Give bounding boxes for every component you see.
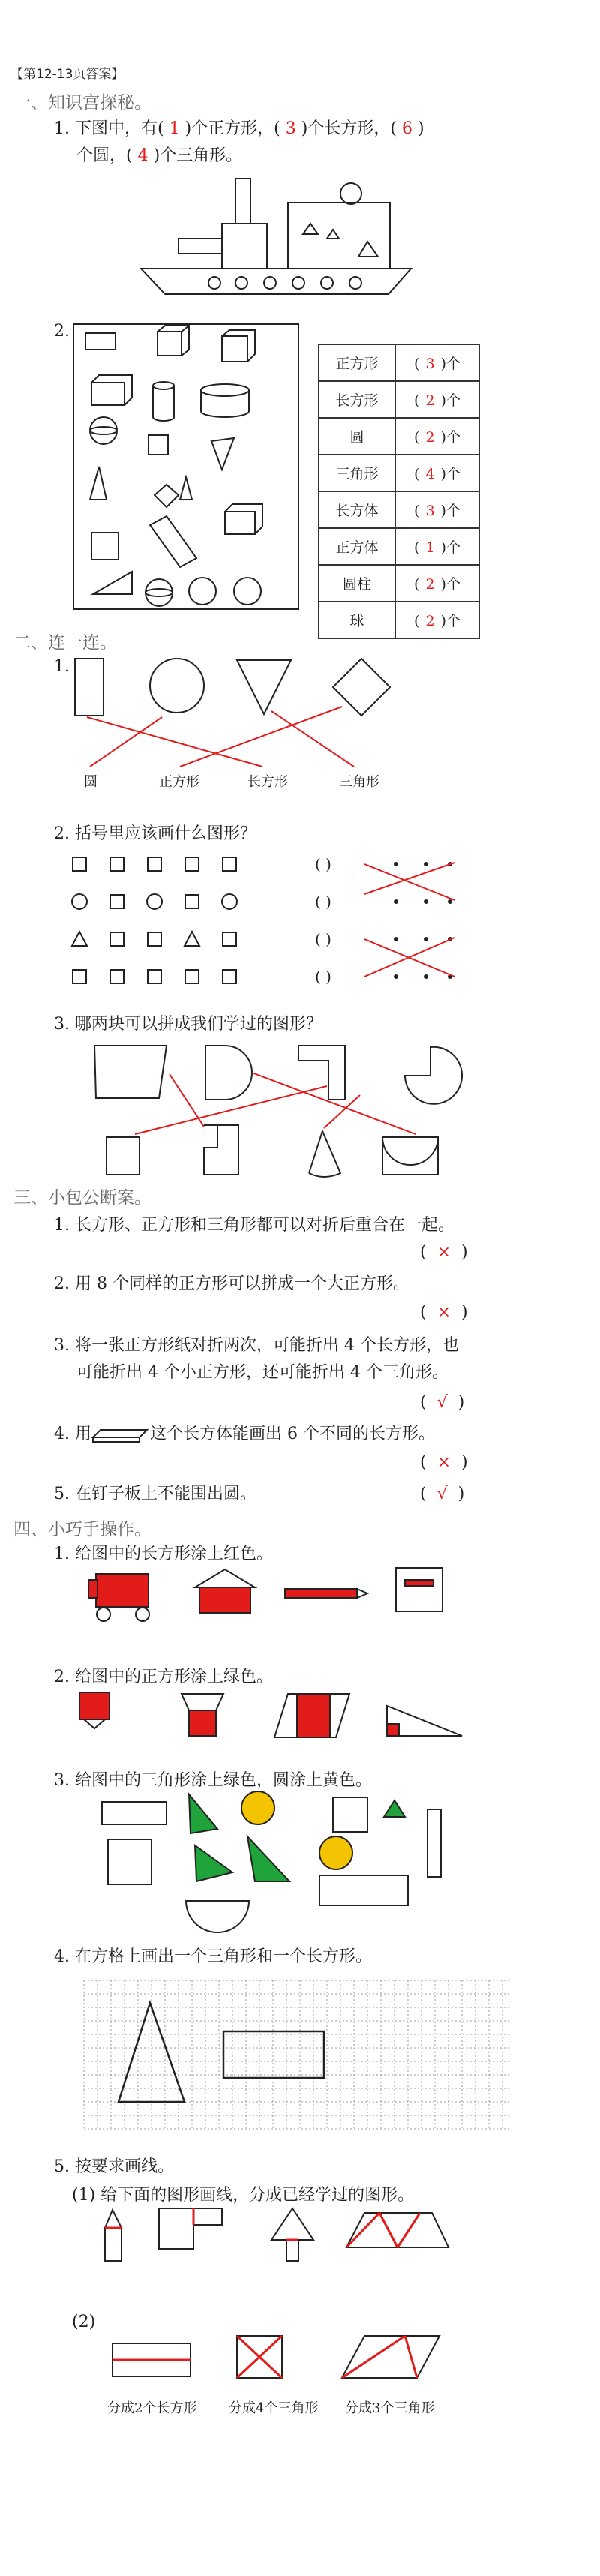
paren-close: )个: [440, 356, 460, 372]
table-shape-name: 长方形: [319, 381, 395, 418]
dot: [424, 900, 428, 903]
deck-rectangle: [178, 239, 222, 254]
dot: [394, 863, 398, 866]
q3-5-answer: ( √ ): [420, 1485, 465, 1503]
q1-1-text: )个三角形。: [153, 146, 243, 165]
match-shapes: [75, 659, 390, 767]
sequence-grid: [72, 855, 454, 986]
q1-1-text: 下图中，有(: [75, 119, 164, 138]
chimney-rectangle: [236, 179, 250, 224]
q2-3-num: 3.: [54, 1015, 70, 1034]
paren-open: (: [414, 613, 420, 629]
sun-circle: [340, 183, 362, 204]
q3-3-num: 3.: [54, 1336, 70, 1355]
q4-5-2-figures: [112, 2336, 440, 2378]
table-shape-name: 圆柱: [319, 565, 395, 602]
porthole-circle: [292, 277, 304, 289]
ship-figure: [141, 179, 411, 294]
q1-1-text: )个长方形，(: [301, 119, 397, 138]
table-count-answer: 4: [425, 466, 435, 482]
q4-4-num: 4.: [54, 1947, 70, 1966]
q1-1-text: 个圆，(: [76, 146, 133, 165]
q3-2-num: 2.: [54, 1274, 70, 1293]
label-square: 正方形: [159, 774, 200, 790]
paren-open: (: [414, 356, 420, 372]
table-count-answer: 3: [425, 503, 435, 519]
house-rectangle: [288, 203, 390, 269]
q1-1-answer-4: 4: [137, 146, 148, 165]
q3-3-text-2: 可能折出 4 个小正方形，还可能折出 4 个三角形。: [76, 1363, 448, 1382]
circle-icon: [72, 894, 87, 909]
answer-bracket: ( ): [315, 855, 332, 873]
q2-2-num: 2.: [54, 824, 70, 843]
q1-1-text: )个正方形，(: [184, 119, 280, 138]
porthole-circle: [236, 277, 248, 289]
match-line: [87, 717, 262, 767]
q3-2-answer: ( × ): [420, 1303, 468, 1322]
table-count-answer: 2: [425, 576, 435, 593]
q3-5-text: 在钉子板上不能围出圆。: [75, 1485, 257, 1503]
porthole-circle: [264, 277, 276, 289]
q4-1-num: 1.: [54, 1545, 70, 1563]
answer-cross-line: [364, 864, 454, 900]
cuboid-icon: [93, 1430, 147, 1437]
table-shape-name: 正方体: [319, 528, 395, 565]
q3-2-text: 用 8 个同样的正方形可以拼成一个大正方形。: [75, 1274, 410, 1293]
paren-close: )个: [440, 539, 460, 556]
rectangle-shape: [75, 659, 104, 716]
q4-2-text: 给图中的正方形涂上绿色。: [75, 1668, 274, 1686]
q4-1-figures: [88, 1568, 442, 1621]
paren-close: )个: [440, 576, 460, 593]
q3-3-answer: ( √ ): [420, 1393, 465, 1412]
label-rectangle: 长方形: [248, 774, 288, 790]
q4-5-1-figures: [105, 2208, 448, 2261]
q3-3-text: 将一张正方形纸对折两次，可能折出 4 个长方形，也: [75, 1336, 459, 1355]
square-icon: [148, 970, 161, 983]
label-triangle: 三角形: [339, 774, 380, 790]
q3-4-num: 4.: [54, 1425, 70, 1443]
square-icon: [185, 895, 199, 908]
section-title-2: 二、连一连。: [14, 633, 117, 653]
paren-close: )个: [440, 613, 460, 629]
paren-close: )个: [440, 466, 460, 482]
q1-1-num: 1.: [54, 119, 70, 138]
q3-4-answer: ( × ): [420, 1453, 468, 1472]
paren-open: (: [414, 429, 420, 446]
q4-4-text: 在方格上画出一个三角形和一个长方形。: [75, 1947, 373, 1966]
square-icon: [185, 857, 199, 871]
q4-3-num: 3.: [54, 1771, 70, 1790]
section-title-3: 三、小包公断案。: [14, 1188, 152, 1208]
q4-2-figures: [80, 1692, 462, 1737]
paren-open: (: [414, 539, 420, 556]
answer-bracket: ( ): [315, 930, 332, 948]
paren-open: (: [414, 576, 420, 593]
square-icon: [148, 857, 161, 871]
square-icon: [223, 857, 236, 871]
q3-1-num: 1.: [54, 1216, 70, 1235]
table-count-answer: 2: [425, 429, 435, 446]
dot: [394, 900, 398, 903]
q1-1-answer-3: 6: [401, 119, 412, 138]
small-triangle: [358, 242, 378, 257]
circle-icon: [147, 894, 162, 909]
square-icon: [223, 932, 236, 946]
dot-grid: [84, 1980, 510, 2130]
square-icon: [148, 932, 161, 946]
q3-1-answer: ( × ): [420, 1243, 468, 1262]
q2-2-text: 括号里应该画什么图形？: [75, 824, 257, 843]
table-count-answer: 3: [425, 356, 435, 372]
paren-close: )个: [440, 503, 460, 519]
q3-1-answer-mark: ×: [436, 1243, 452, 1262]
page-header: 【第12-13页答案】: [10, 67, 124, 82]
porthole-circle: [350, 277, 362, 289]
q3-2-answer-mark: ×: [436, 1303, 452, 1322]
q4-5-num: 5.: [54, 2157, 70, 2176]
answer-cross-line: [364, 863, 454, 894]
table-shape-name: 正方形: [319, 344, 395, 381]
cabin-square: [222, 224, 267, 269]
dot: [394, 938, 398, 941]
q4-5-sub1: (1) 给下面的图形画线，分成已经学过的图形。: [72, 2186, 415, 2205]
dot: [424, 938, 428, 941]
q1-1-text: ): [417, 119, 424, 138]
label-two-rectangles: 分成2个长方形: [107, 2400, 197, 2416]
square-icon: [73, 857, 86, 871]
dot: [448, 900, 452, 903]
square-icon: [223, 970, 236, 983]
section-title-1: 一、知识宫探秘。: [14, 93, 152, 113]
table-count-answer: 1: [425, 539, 435, 556]
q3-1-text: 长方形、正方形和三角形都可以对折后重合在一起。: [75, 1216, 455, 1235]
q2-3-text: 哪两块可以拼成我们学过的图形？: [75, 1015, 323, 1034]
porthole-circle: [321, 277, 333, 289]
small-triangle: [327, 230, 339, 239]
porthole-circle: [208, 277, 220, 289]
q3-4-text-2: 这个长方体能画出 6 个不同的长方形。: [150, 1425, 435, 1443]
q4-3-figures: [102, 1791, 441, 1932]
paren-close: )个: [440, 429, 460, 446]
table-shape-name: 圆: [319, 418, 395, 455]
triangle-shape: [237, 660, 291, 714]
match-line: [180, 707, 342, 767]
paren-open: (: [414, 503, 420, 519]
q4-5-text: 按要求画线。: [75, 2157, 175, 2176]
table-count-answer: 2: [425, 392, 435, 409]
triangle-icon: [72, 932, 87, 946]
dot: [394, 975, 398, 978]
paren-open: (: [414, 392, 420, 409]
match-line: [272, 711, 354, 767]
pieces-figure: [94, 1046, 462, 1177]
circle-icon: [222, 894, 237, 909]
label-three-triangles: 分成3个三角形: [345, 2400, 435, 2416]
q1-1-answer-2: 3: [285, 119, 296, 138]
answer-bracket: ( ): [315, 968, 332, 986]
shapes-box: [74, 324, 298, 609]
label-circle: 圆: [84, 774, 98, 790]
match-line: [90, 717, 162, 767]
dot: [424, 975, 428, 978]
table-shape-name: 球: [319, 602, 395, 638]
q3-5-num: 5.: [54, 1485, 70, 1503]
square-icon: [73, 970, 86, 983]
circle-shape: [150, 659, 204, 713]
q3-5-answer-mark: √: [436, 1485, 448, 1503]
dot: [424, 863, 428, 866]
label-four-triangles: 分成4个三角形: [229, 2400, 319, 2416]
q1-2-num: 2.: [54, 322, 70, 341]
square-icon: [110, 970, 124, 983]
q3-3-answer-mark: √: [436, 1393, 448, 1412]
section-title-4: 四、小巧手操作。: [14, 1520, 152, 1539]
q4-1-text: 给图中的长方形涂上红色。: [75, 1545, 274, 1563]
q3-4-answer-mark: ×: [436, 1453, 452, 1472]
square-icon: [110, 895, 124, 908]
q3-4-text: 用: [75, 1425, 92, 1443]
q4-2-num: 2.: [54, 1668, 70, 1686]
paren-open: (: [414, 466, 420, 482]
table-shape-name: 三角形: [319, 455, 395, 491]
answer-bracket: ( ): [315, 893, 332, 911]
table-count-answer: 2: [425, 613, 435, 629]
table-shape-name: 长方体: [319, 491, 395, 528]
grid-drawing: [118, 2003, 324, 2102]
q2-1-num: 1.: [54, 657, 70, 676]
q1-1-answer-1: 1: [169, 119, 180, 138]
q4-5-sub2: (2): [72, 2313, 96, 2331]
square-icon: [110, 932, 124, 946]
triangle-icon: [184, 932, 200, 946]
square-icon: [110, 857, 124, 871]
small-triangle: [303, 224, 318, 234]
q4-3-text: 给图中的三角形涂上绿色，圆涂上黄色。: [75, 1771, 373, 1790]
square-icon: [185, 970, 199, 983]
paren-close: )个: [440, 392, 460, 409]
